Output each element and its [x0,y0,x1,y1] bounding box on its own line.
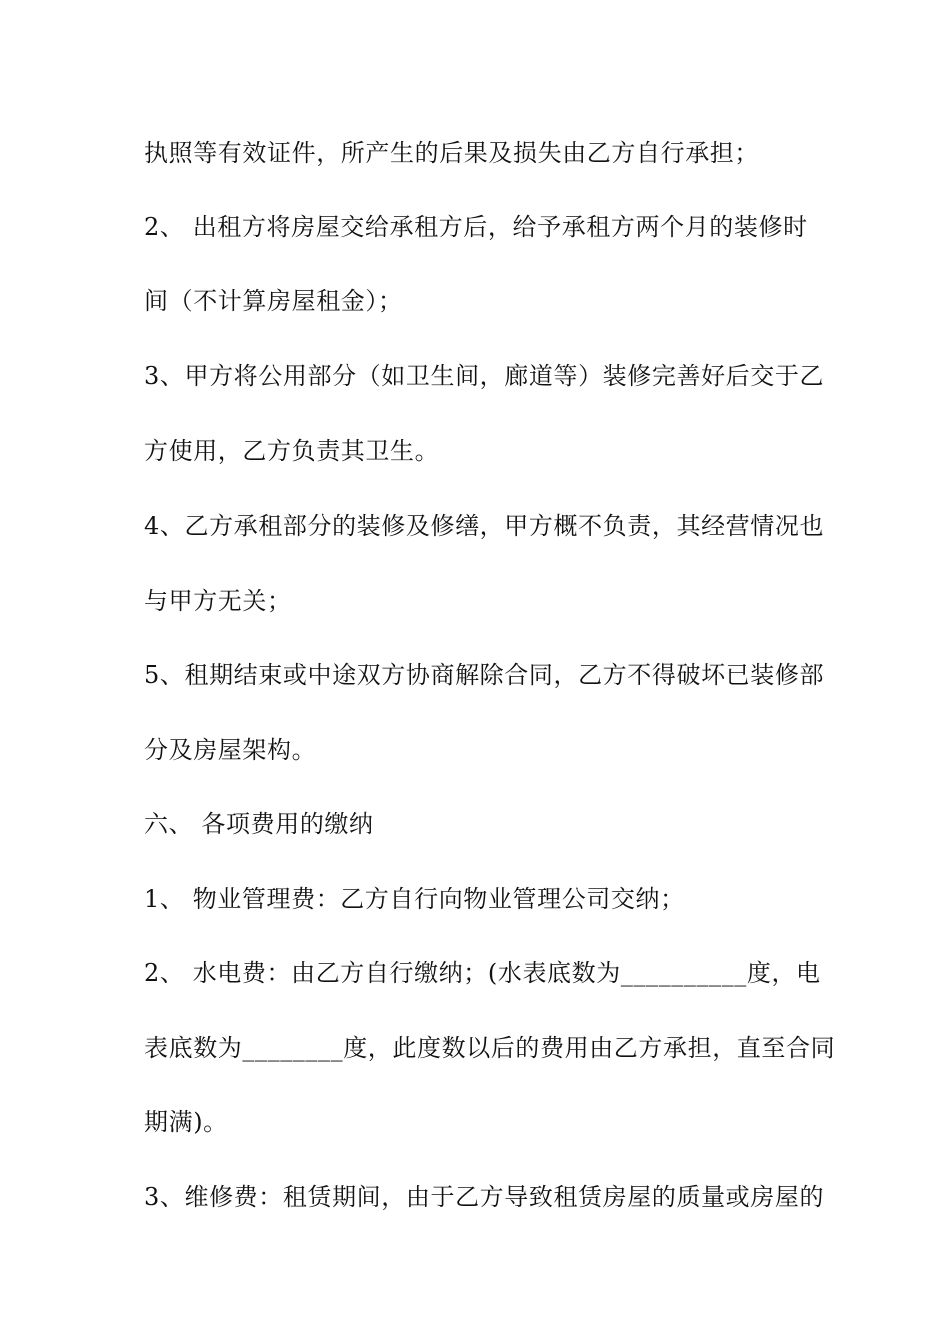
text-line: 2、 水电费：由乙方自行缴纳；(水表底数为__________度，电 [144,959,821,987]
text-line: 2、 出租方将房屋交给承租方后，给予承租方两个月的装修时 [144,213,808,241]
text-line: 期满)。 [144,1108,228,1136]
text-line: 表底数为________度，此度数以后的费用由乙方承担，直至合同 [144,1034,836,1062]
text-line: 执照等有效证件，所产生的后果及损失由乙方自行承担； [144,139,759,167]
text-line: 1、 物业管理费：乙方自行向物业管理公司交纳； [144,885,685,913]
text-line: 分及房屋架构。 [144,736,317,764]
text-line: 与甲方无关； [144,587,292,615]
text-line: 5、租期结束或中途双方协商解除合同，乙方不得破坏已装修部 [144,661,825,689]
text-line: 3、甲方将公用部分（如卫生间，廊道等）装修完善好后交于乙 [144,362,825,390]
text-line: 方使用，乙方负责其卫生。 [144,437,440,465]
text-line: 间（不计算房屋租金）； [144,287,403,315]
text-line: 3、维修费：租赁期间，由于乙方导致租赁房屋的质量或房屋的 [144,1183,825,1211]
text-line: 4、乙方承租部分的装修及修缮，甲方概不负责，其经营情况也 [144,512,825,540]
section-heading: 六、 各项费用的缴纳 [144,810,374,838]
